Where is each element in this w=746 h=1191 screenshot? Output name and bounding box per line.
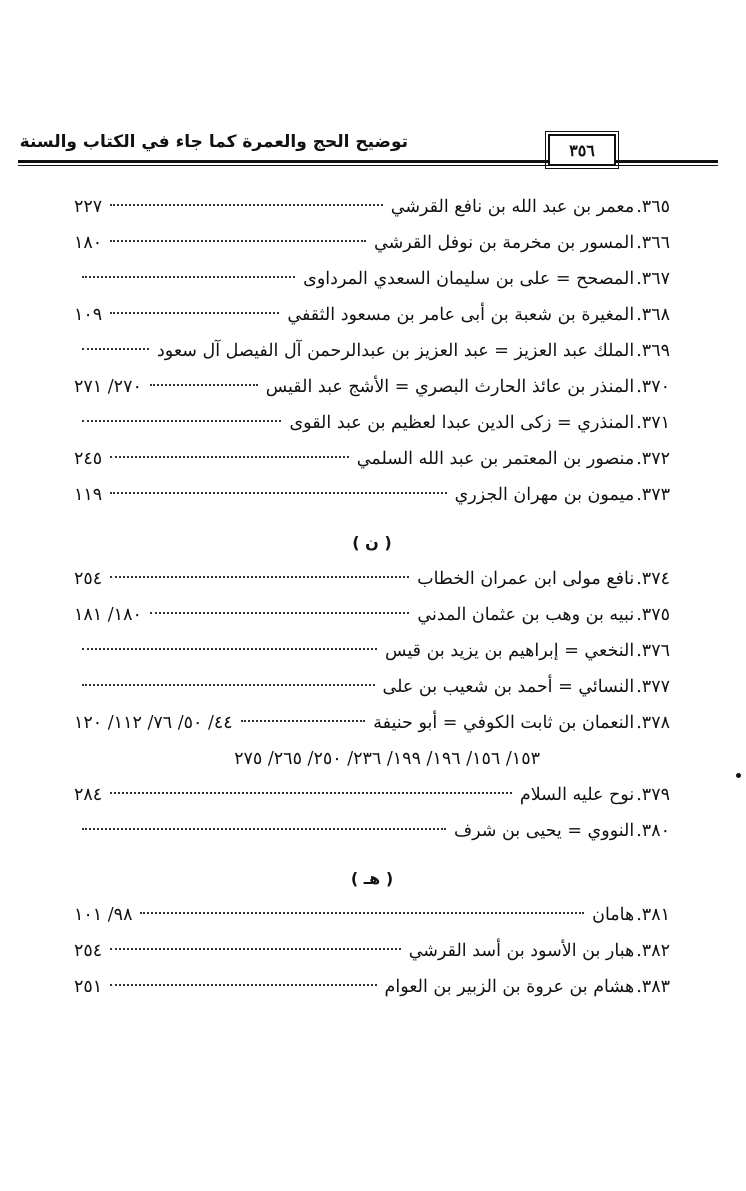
- entry-name: المغيرة بن شعبة بن أبى عامر بن مسعود الثقفي: [287, 305, 635, 325]
- dot-leader: [150, 384, 258, 386]
- index-entry: [74, 813, 670, 849]
- entry-name: المنذري = زكى الدين عبدا لعظيم بن عبد القوى: [289, 413, 635, 433]
- dot-leader: [110, 312, 279, 314]
- entry-pages: ١٥٣/ ١٥٦/ ١٩٦/ ١٩٩/ ٢٣٦/ ٢٥٠/ ٢٦٥/ ٢٧٥: [234, 749, 540, 769]
- dot-leader: [150, 612, 409, 614]
- index-entry: [74, 405, 670, 441]
- entry-number: ٣٦٦.: [636, 233, 670, 253]
- index-entry: [74, 297, 670, 333]
- entry-number: ٣٨٠.: [636, 821, 670, 841]
- entry-pages: ١٠٩: [74, 305, 103, 325]
- entry-name: نافع مولى ابن عمران الخطاب: [417, 569, 635, 589]
- entry-name: نبيه بن وهب بن عثمان المدني: [417, 605, 635, 625]
- entry-number: ٣٦٩.: [636, 341, 670, 361]
- dot-leader: [110, 948, 401, 950]
- index-entry: [74, 897, 670, 933]
- entry-number: ٣٦٧.: [636, 269, 670, 289]
- entry-number: ٣٧٥.: [636, 605, 670, 625]
- index-entry: [74, 705, 670, 741]
- entry-number: ٣٦٨.: [636, 305, 670, 325]
- entry-number: ٣٧٣.: [636, 485, 670, 505]
- dot-leader: [82, 420, 281, 422]
- entry-name: هشام بن عروة بن الزبير بن العوام: [384, 977, 635, 997]
- dot-leader: [110, 984, 376, 986]
- entry-number: ٣٧٦.: [636, 641, 670, 661]
- index-entry: [74, 597, 670, 633]
- dot-leader: [82, 648, 377, 650]
- entry-number: ٣٧٩.: [636, 785, 670, 805]
- entry-number: ٣٨١.: [636, 905, 670, 925]
- entry-name: منصور بن المعتمر بن عبد الله السلمي: [356, 449, 635, 469]
- section-heading-nun: ( ن ): [352, 533, 392, 552]
- entry-name: نوح عليه السلام: [519, 785, 635, 805]
- index-list: [74, 189, 670, 1005]
- entry-name: الملك عبد العزيز = عبد العزيز بن عبدالرحمن آل الفيصل آل سعود: [157, 341, 635, 361]
- entry-number: ٣٧٤.: [636, 569, 670, 589]
- index-entry: [74, 261, 670, 297]
- entry-pages: ٢٨٤: [74, 785, 103, 805]
- entry-number: ٣٧٧.: [636, 677, 670, 697]
- book-title: توضيح الحج والعمرة كما جاء في الكتاب والسنة: [19, 132, 408, 152]
- entry-name: هامان: [592, 905, 635, 925]
- index-entry: [74, 225, 670, 261]
- entry-pages: ٢٥١: [74, 977, 103, 997]
- entry-name: النسائي = أحمد بن شعيب بن على: [382, 677, 635, 697]
- entries-group-meem: [74, 189, 670, 513]
- entry-continuation: [74, 741, 670, 777]
- entry-name: النخعي = إبراهيم بن يزيد بن قيس: [385, 641, 635, 661]
- entry-pages: ٩٨/ ١٠١: [74, 905, 133, 925]
- index-entry: [74, 189, 670, 225]
- entries-group-nun: [74, 561, 670, 741]
- dot-leader: [82, 828, 446, 830]
- margin-dot: [736, 773, 741, 778]
- entry-name: المنذر بن عائذ الحارث البصري = الأشج عبد القيس: [265, 377, 635, 397]
- entry-pages: ٢٤٥: [74, 449, 103, 469]
- dot-leader: [82, 684, 375, 686]
- entry-number: ٣٧١.: [636, 413, 670, 433]
- entry-pages: ١١٩: [74, 485, 103, 505]
- index-entry: [74, 333, 670, 369]
- entry-pages: ٢٢٧: [74, 197, 103, 217]
- entry-name: معمر بن عبد الله بن نافع القرشي: [390, 197, 635, 217]
- index-entry: [74, 777, 670, 813]
- entry-pages: ٤٤/ ٥٠/ ٧٦/ ١١٢/ ١٢٠: [74, 713, 233, 733]
- dot-leader: [110, 456, 349, 458]
- section-heading-ha: ( هـ ): [350, 869, 394, 888]
- index-entry: [74, 633, 670, 669]
- dot-leader: [110, 204, 383, 206]
- index-entry: [74, 477, 670, 513]
- entry-name: المصحح = على بن سليمان السعدي المرداوى: [303, 269, 635, 289]
- dot-leader: [110, 792, 512, 794]
- index-entry: [74, 441, 670, 477]
- entry-number: ٣٧٠.: [636, 377, 670, 397]
- index-entry: [74, 933, 670, 969]
- entry-name: المسور بن مخرمة بن نوفل القرشي: [374, 233, 635, 253]
- entry-name: النعمان بن ثابت الكوفي = أبو حنيفة: [373, 713, 635, 733]
- page-number-box: [548, 134, 616, 166]
- entry-number: ٣٧٨.: [636, 713, 670, 733]
- entry-name: ميمون بن مهران الجزري: [454, 485, 635, 505]
- entries-group-nun-2: [74, 777, 670, 849]
- entry-number: ٣٦٥.: [636, 197, 670, 217]
- entry-number: ٣٧٢.: [636, 449, 670, 469]
- entries-group-ha: [74, 897, 670, 1005]
- index-entry: [74, 669, 670, 705]
- dot-leader: [110, 576, 409, 578]
- dot-leader: [110, 240, 366, 242]
- entry-number: ٣٨٣.: [636, 977, 670, 997]
- entry-number: ٣٨٢.: [636, 941, 670, 961]
- entry-pages: ٢٥٤: [74, 941, 103, 961]
- entry-pages: ٢٧٠/ ٢٧١: [74, 377, 142, 397]
- dot-leader: [82, 348, 149, 350]
- entry-pages: ١٨٠/ ١٨١: [74, 605, 142, 625]
- dot-leader: [82, 276, 295, 278]
- dot-leader: [241, 720, 366, 722]
- entry-pages: ١٨٠: [74, 233, 103, 253]
- dot-leader: [140, 912, 584, 914]
- running-header: [18, 128, 718, 172]
- index-entry: [74, 369, 670, 405]
- dot-leader: [110, 492, 446, 494]
- index-entry: [74, 969, 670, 1005]
- entry-name: النووي = يحيى بن شرف: [453, 821, 635, 841]
- index-entry: [74, 561, 670, 597]
- entry-name: هبار بن الأسود بن أسد القرشي: [408, 941, 635, 961]
- page-number: ٣٥٦: [569, 141, 595, 160]
- entry-pages: ٢٥٤: [74, 569, 103, 589]
